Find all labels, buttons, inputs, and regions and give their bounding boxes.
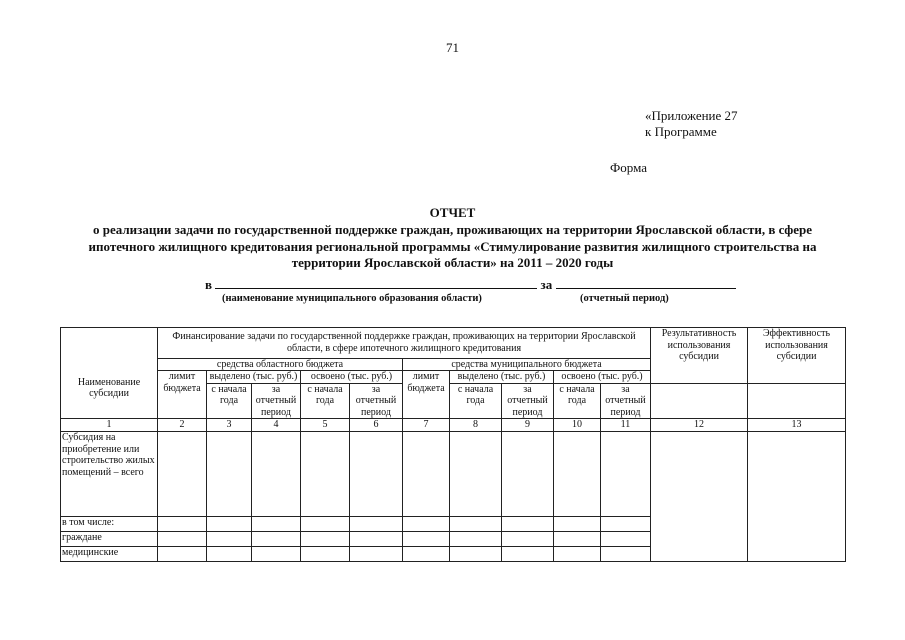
column-number: 7 xyxy=(403,419,450,432)
table-cell[interactable] xyxy=(252,432,301,517)
column-number: 11 xyxy=(601,419,651,432)
table-cell[interactable] xyxy=(748,432,846,562)
table-cell[interactable] xyxy=(207,547,252,562)
appendix-line-1: «Приложение 27 xyxy=(645,108,738,123)
table-cell[interactable] xyxy=(450,547,502,562)
header-municipal-allocated-from-start: с начала года xyxy=(450,383,502,419)
header-limit-municipal: лимит бюджета xyxy=(403,371,450,419)
report-table xyxy=(60,327,846,562)
header-effectiveness: Результативность использования субсидии xyxy=(651,328,748,384)
table-cell[interactable] xyxy=(158,432,207,517)
report-title: ОТЧЕТ xyxy=(429,205,476,220)
table-cell[interactable] xyxy=(651,432,748,562)
table-cell[interactable] xyxy=(601,532,651,547)
column-number: 2 xyxy=(158,419,207,432)
report-description: о реализации задачи по государственной поддержке граждан, проживающих на территории Ярославской области, в сфере ипотечного жилищного кредитования региональной программы «Стимулирование развития жилищного строительства на территории Ярославской области» на 2011 – 2020 годы xyxy=(88,222,817,270)
table-cell[interactable] xyxy=(158,547,207,562)
period-blank[interactable] xyxy=(556,276,736,289)
column-number: 8 xyxy=(450,419,502,432)
table-cell[interactable] xyxy=(350,432,403,517)
table-cell[interactable] xyxy=(207,432,252,517)
header-spent-regional: освоено (тыс. руб.) xyxy=(301,371,403,384)
table-cell[interactable] xyxy=(252,532,301,547)
table-cell[interactable] xyxy=(301,532,350,547)
table-cell[interactable] xyxy=(554,432,601,517)
header-financing: Финансирование задачи по государственной поддержке граждан, проживающих на территории Ярославской области, в сфере ипотечного жилищного кредитования xyxy=(158,328,651,359)
table-cell[interactable] xyxy=(207,517,252,532)
table-cell[interactable] xyxy=(403,547,450,562)
header-limit-regional: лимит бюджета xyxy=(158,371,207,419)
table-cell[interactable] xyxy=(554,517,601,532)
table-row xyxy=(61,432,846,517)
table-cell[interactable] xyxy=(301,517,350,532)
column-number: 6 xyxy=(350,419,403,432)
caption-municipality: (наименование муниципального образования области) xyxy=(222,293,482,304)
table-cell[interactable] xyxy=(601,517,651,532)
header-allocated-regional: выделено (тыс. руб.) xyxy=(207,371,301,384)
column-number: 3 xyxy=(207,419,252,432)
prefix-v: в xyxy=(205,277,213,292)
table-cell[interactable] xyxy=(601,432,651,517)
column-number: 9 xyxy=(502,419,554,432)
header-effectiveness-spacer xyxy=(651,383,748,419)
row-label: в том числе: xyxy=(61,517,158,532)
table-cell[interactable] xyxy=(554,532,601,547)
table-cell[interactable] xyxy=(502,432,554,517)
table-cell[interactable] xyxy=(301,547,350,562)
header-regional-budget: средства областного бюджета xyxy=(158,358,403,371)
header-name-top xyxy=(61,328,158,358)
row-label: медицинские xyxy=(61,547,158,562)
table-cell[interactable] xyxy=(601,547,651,562)
header-regional-spent-from-start: с начала года xyxy=(301,383,350,419)
report-fill-line xyxy=(205,276,736,292)
column-number: 4 xyxy=(252,419,301,432)
row-label: Субсидия на приобретение или строительство жилых помещений – всего xyxy=(61,432,158,517)
column-number: 10 xyxy=(554,419,601,432)
table-cell[interactable] xyxy=(403,532,450,547)
table-cell[interactable] xyxy=(350,547,403,562)
table-cell[interactable] xyxy=(450,517,502,532)
caption-period: (отчетный период) xyxy=(580,293,669,304)
table-cell[interactable] xyxy=(403,517,450,532)
table-cell[interactable] xyxy=(350,517,403,532)
header-efficiency: Эффективность использования субсидии xyxy=(748,328,846,384)
table-cell[interactable] xyxy=(450,532,502,547)
header-regional-allocated-from-start: с начала года xyxy=(207,383,252,419)
header-name: Наименование субсидии xyxy=(61,358,158,419)
table-cell[interactable] xyxy=(502,547,554,562)
header-regional-spent-period: за отчетный период xyxy=(350,383,403,419)
column-number: 12 xyxy=(651,419,748,432)
header-municipal-spent-period: за отчетный период xyxy=(601,383,651,419)
column-number: 5 xyxy=(301,419,350,432)
header-allocated-municipal: выделено (тыс. руб.) xyxy=(450,371,554,384)
table-cell[interactable] xyxy=(554,547,601,562)
row-label: граждане xyxy=(61,532,158,547)
table-cell[interactable] xyxy=(207,532,252,547)
table-cell[interactable] xyxy=(403,432,450,517)
header-efficiency-spacer xyxy=(748,383,846,419)
form-label: Форма xyxy=(610,160,647,175)
header-spent-municipal: освоено (тыс. руб.) xyxy=(554,371,651,384)
header-regional-allocated-period: за отчетный период xyxy=(252,383,301,419)
page-number: 71 xyxy=(446,40,459,55)
header-municipal-budget: средства муниципального бюджета xyxy=(403,358,651,371)
table-cell[interactable] xyxy=(252,517,301,532)
table-cell[interactable] xyxy=(350,532,403,547)
appendix-line-2: к Программе xyxy=(645,124,717,139)
table-cell[interactable] xyxy=(502,517,554,532)
header-municipal-allocated-period: за отчетный период xyxy=(502,383,554,419)
table-cell[interactable] xyxy=(158,517,207,532)
table-cell[interactable] xyxy=(301,432,350,517)
municipality-blank[interactable] xyxy=(215,276,537,289)
column-number-row xyxy=(61,419,846,432)
appendix-note xyxy=(645,108,738,140)
column-number: 1 xyxy=(61,419,158,432)
header-municipal-spent-from-start: с начала года xyxy=(554,383,601,419)
table-cell[interactable] xyxy=(252,547,301,562)
table-cell[interactable] xyxy=(158,532,207,547)
table-cell[interactable] xyxy=(502,532,554,547)
prefix-za: за xyxy=(540,277,553,292)
column-number: 13 xyxy=(748,419,846,432)
table-cell[interactable] xyxy=(450,432,502,517)
